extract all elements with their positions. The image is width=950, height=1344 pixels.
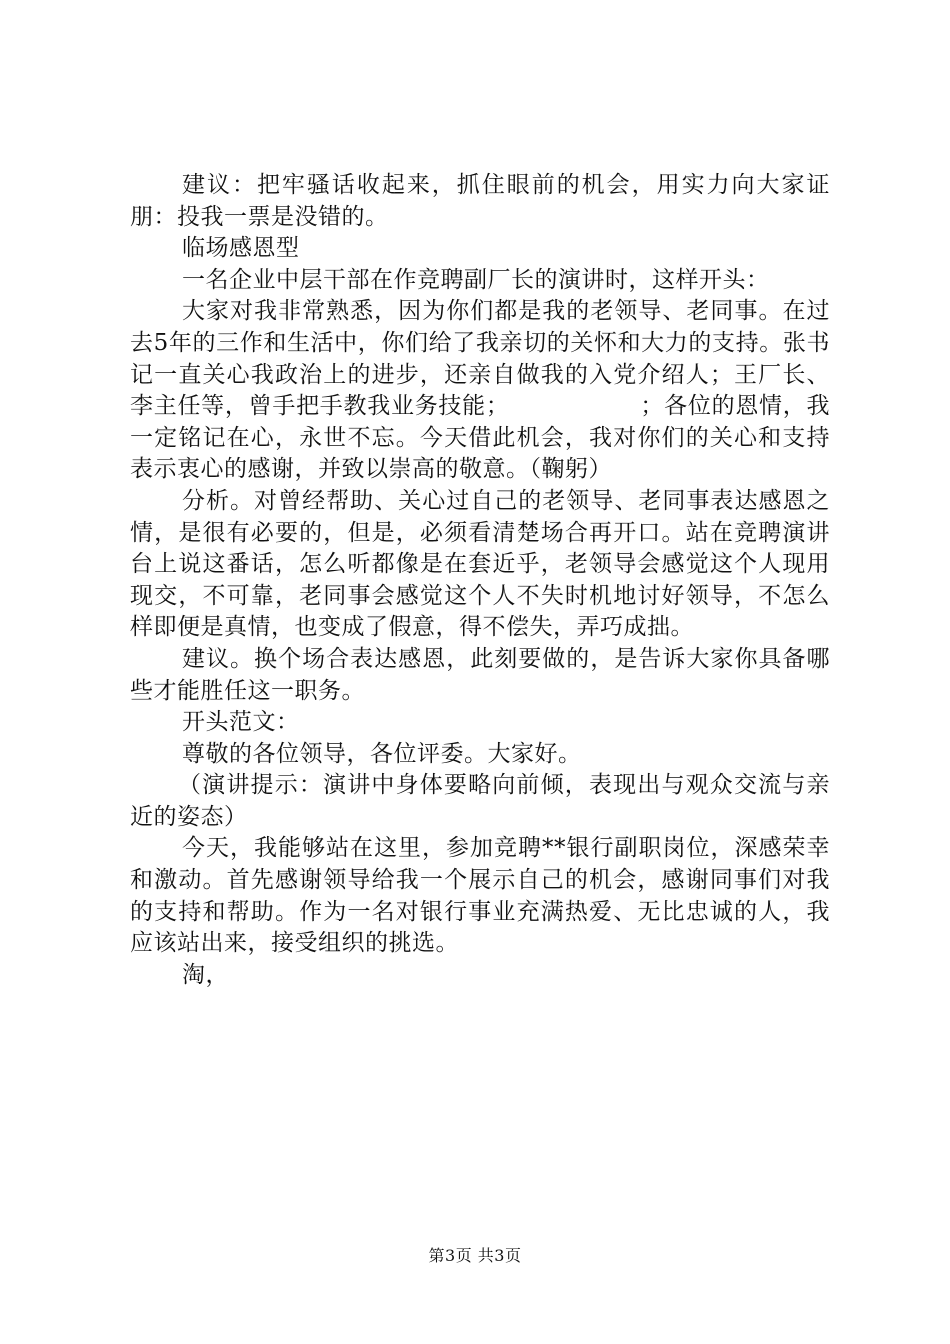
paragraph-sample-body: 今天，我能够站在这里，参加竞聘**银行副职岗位，深感荣幸和激动。首先感谢领导给我一个展示自己的机会，感谢同事们对我的支持和帮助。作为一名对银行事业充满热爱、无比忠诚的人，我应该站出来，接受组织的挑选。 [130, 835, 830, 957]
paragraph-suggestion-2: 建议。换个场合表达感恩，此刻要做的，是告诉大家你具备哪些才能胜任这一职务。 [130, 645, 830, 704]
paragraph-example-speech: 大家对我非常熟悉，因为你们都是我的老领导、老同事。在过去5年的三作和生活中，你们给了我亲切的关怀和大力的支持。张书记一直关心我政治上的进步，还亲自做我的入党介绍人；王厂长、李主任等，曾手把手教我业务技能； ；各位的恩情，我一定铭记在心，永世不忘。今天借此机会，我对你们的关心和支持表示衷心的感谢，并致以崇高的敬意。（鞠躬） [130, 298, 830, 483]
document-body [130, 170, 830, 991]
section-heading-gratitude: 临场感恩型 [182, 235, 300, 262]
paragraph-analysis: 分析。对曾经帮助、关心过自己的老领导、老同事表达感恩之情，是很有必要的，但是，必须看清楚场合再开口。站在竞聘演讲台上说这番话，怎么听都像是在套近乎，老领导会感觉这个人现用现交，不可靠，老同事会感觉这个人不失时机地讨好领导，不怎么样即便是真情，也变成了假意，得不偿失，弄巧成拙。 [130, 487, 830, 641]
paragraph-greeting: 尊敬的各位领导，各位评委。大家好。 [182, 740, 582, 767]
paragraph-trailing: 淘， [182, 961, 229, 988]
page-footer [0, 1243, 950, 1266]
paragraph-speech-tip: （演讲提示：演讲中身体要略向前倾，表现出与观众交流与亲近的姿态） [130, 772, 830, 830]
section-heading-sample: 开头范文： [182, 709, 300, 736]
paragraph-suggestion-1: 建议：把牢骚话收起来，抓住眼前的机会，用实力向大家证朋：投我一票是没错的。 [130, 172, 830, 230]
paragraph-intro-example: 一名企业中层干部在作竞聘副厂长的演讲时，这样开头： [182, 266, 770, 293]
page-number-label: 第3页 共3页 [428, 1246, 522, 1265]
